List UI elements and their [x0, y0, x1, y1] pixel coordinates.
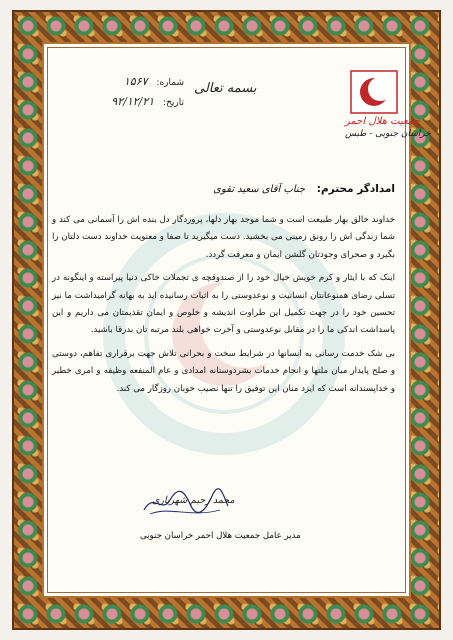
letter-number-value: ۱۵۶۷ — [123, 75, 148, 88]
org-province: خراسان جنوبی - طبس — [345, 129, 431, 139]
salutation — [213, 183, 395, 195]
letter-body — [52, 212, 395, 404]
org-name: جمعیت هلال احمر — [345, 116, 420, 127]
body-paragraph: خداوند خالق بهار طبیعت است و شما موجد بهار دلها، پروردگار دل بنده اش را آسمانی می کند و شما زندگی اش را رونق زمینی می بخشید. دست میگیرید تا صفا و معنویت خداوند دست دلتان را بگیرد و صحرای وجودتان گلشن ایمان و معرفت گردد. — [52, 215, 395, 260]
signer-title: مدیر عامل جمعیت هلال احمر خراسان جنوبی — [140, 531, 301, 541]
letter-meta — [54, 75, 184, 115]
signer-name: محمد رحیم شهریاری — [152, 495, 235, 506]
salutation-label: امدادگر محترم: — [316, 183, 395, 195]
body-paragraph: بی شک خدمت رسانی به انسانها در شرایط سخت و بحرانی تلاش جهت برقراری تفاهم، دوستی و صلح پایدار میان ملتها و انجام خدمات بشردوستانه امدادی و عام المنفعه وظیفه و امری خطیر و خداپسندانه است که ایزد منان این توفیق را تنها نصیب خوبان روزگار می کند. — [52, 348, 395, 394]
letter-date: تاریخ: ۹۲/۱۲/۲۱ — [111, 95, 184, 108]
letter-date-value: ۹۲/۱۲/۲۱ — [111, 95, 155, 108]
organization-logo — [345, 70, 431, 139]
letter-number: شماره: ۱۵۶۷ — [123, 75, 184, 88]
body-paragraph: اینک که با ایثار و کرم خویش خیال خود را از صندوقچه ی تجملات خاکی دنیا پیراسته و اینگونه در تسلی رضای همنوعانتان انسانیت و نوعدوستی را به اثبات رسانیده اید به بهانه گرامیداشت ما نیز تحسین خود را در جهت تکمیل این طراوت اندیشه و خلوص و ایمان تقدیمتان می داریم و این پاسداشت اندکی ما را در مقابل نوعدوستی و آخرت خواهی بلند مرتبه تان بدرقا باشید. — [52, 273, 395, 336]
recipient-name: جناب آقای سعید تقوی — [213, 184, 306, 195]
bismillah-heading: بسمه تعالی — [194, 81, 257, 96]
red-crescent-icon — [350, 70, 398, 114]
certificate-page — [42, 42, 431, 598]
